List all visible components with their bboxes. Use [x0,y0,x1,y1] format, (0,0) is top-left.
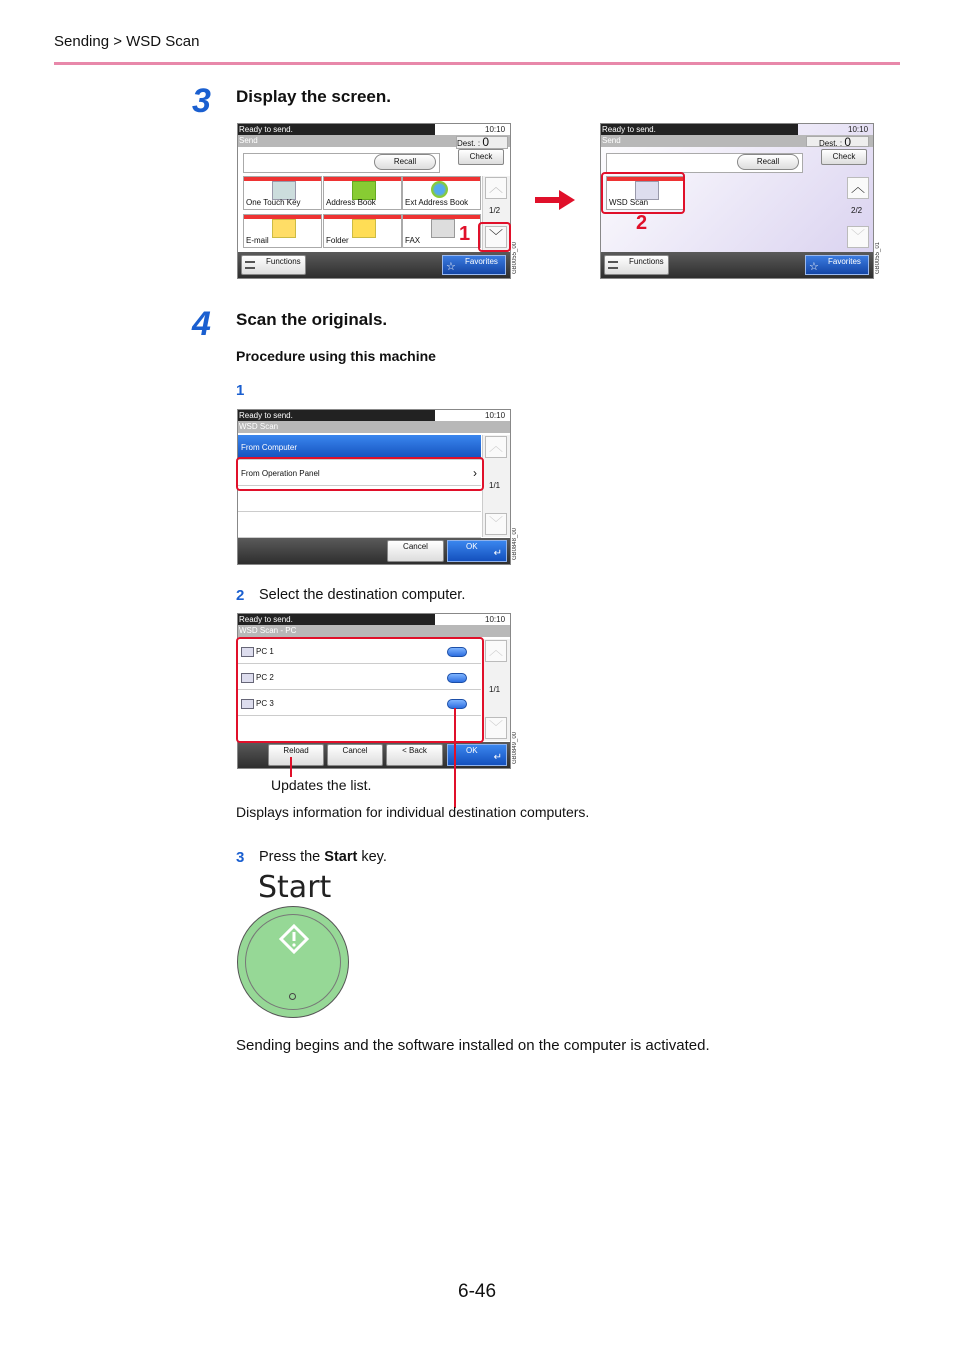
clock: 10:10 [485,615,506,624]
send-screen-page1 [237,123,511,279]
scroll-down-button[interactable]: ﹀ [485,513,507,535]
pc-row-3[interactable]: PC 3 [238,691,481,716]
pc-row-1[interactable]: PC 1 [238,639,481,664]
list-item-from-operation-panel[interactable]: From Operation Panel › [238,461,481,486]
page-scroller [482,435,511,537]
favorites-button[interactable]: ☆ Favorites [442,255,506,275]
leader-line-reload [290,757,292,777]
note-info: Displays information for individual destination computers. [236,804,590,820]
figure-code: GB0055_01 [875,242,881,275]
scroll-down-button[interactable]: ﹀ [847,226,869,248]
substep-number-3: 3 [236,849,245,866]
header-rule [54,62,900,65]
tile-one-touch-key[interactable]: One Touch Key [243,176,322,210]
ext-address-book-icon [431,181,448,198]
start-diamond-icon [279,924,309,954]
ok-button[interactable]: OK ↵ [447,540,507,562]
status-bar: Ready to send. [238,614,435,625]
tile-ext-address-book[interactable]: Ext Address Book [402,176,481,210]
chevron-right-icon: › [473,466,477,480]
scroll-down-button[interactable]: ﹀ [485,717,507,739]
email-icon [272,219,296,238]
check-button[interactable]: Check [458,149,504,165]
star-icon: ☆ [446,261,456,273]
step-number-3: 3 [192,82,211,120]
step-title-3: Display the screen. [236,87,391,106]
dest-label: Dest. : [819,139,843,148]
scroll-up-button[interactable]: ︿ [847,177,869,199]
star-icon: ☆ [809,261,819,273]
arrow-right-icon [535,190,575,210]
tile-fax[interactable]: FAX [402,214,481,248]
result-text: Sending begins and the software installed on the computer is activated. [236,1037,710,1054]
clock: 10:10 [485,411,506,420]
tile-address-book[interactable]: Address Book [323,176,402,210]
substep-text-2: Select the destination computer. [259,587,466,603]
figure-code: GB0055_00 [512,242,518,275]
screen-title: Send [601,135,873,147]
tile-wsd-scan[interactable]: WSD Scan [606,176,685,210]
scroll-down-button[interactable]: ﹀ [485,226,507,248]
screen-title: Send [238,135,510,147]
callout-box-operation-panel [236,457,484,491]
enter-icon: ↵ [493,752,502,763]
page-indicator: 1/2 [489,206,501,215]
callout-number-1: 1 [459,223,471,245]
reload-button[interactable]: Reload [268,744,324,766]
indicator-icon [289,993,296,1000]
favorites-button[interactable]: ☆ Favorites [805,255,869,275]
leader-line-info [454,708,456,808]
scroll-up-button[interactable]: ︿ [485,177,507,199]
check-button[interactable]: Check [821,149,867,165]
folder-icon [352,219,376,238]
scroll-up-button[interactable]: ︿ [485,640,507,662]
tile-email[interactable]: E-mail [243,214,322,248]
dest-count: 0 [844,135,852,149]
pc-row-2[interactable]: PC 2 [238,665,481,690]
page-indicator: 1/1 [489,685,501,694]
step-number-4: 4 [192,305,211,343]
callout-box-1 [478,222,511,252]
substep-text-3: Press the Start key. [259,849,387,865]
dest-counter [806,136,869,147]
dest-count: 0 [482,135,490,149]
page-indicator: 1/1 [489,481,501,490]
screen-title: WSD Scan [238,421,510,433]
status-bar: Ready to send. [601,124,798,135]
callout-box-2 [601,172,685,214]
page-number: 6-46 [458,1281,497,1302]
bottom-bar [238,538,510,564]
cancel-button[interactable]: Cancel [327,744,383,766]
start-key-label: Start [258,870,332,905]
screen-title: WSD Scan - PC [238,625,510,637]
callout-box-pc-list [236,637,484,743]
bottom-bar [238,742,510,768]
figure-code: GB0848_00 [512,528,518,561]
procedure-title: Procedure using this machine [236,348,436,364]
recall-button[interactable]: Recall [374,154,436,170]
callout-number-2: 2 [636,212,648,234]
dest-label: Dest. : [457,139,481,148]
figure-code: GB0849_00 [512,732,518,765]
scroll-up-button[interactable]: ︿ [485,436,507,458]
start-key[interactable] [237,906,349,1018]
enter-icon: ↵ [493,548,502,559]
substep-number-2: 2 [236,587,245,604]
recall-button[interactable]: Recall [737,154,799,170]
page-scroller [845,176,873,251]
functions-button[interactable]: Functions [241,255,306,275]
step-title-4: Scan the originals. [236,310,388,329]
breadcrumb: Sending > WSD Scan [54,33,200,50]
fax-icon [431,219,455,238]
list-item-empty [238,513,481,538]
cancel-button[interactable]: Cancel [387,540,444,562]
status-bar: Ready to send. [238,124,435,135]
list-item-from-computer[interactable]: From Computer [238,435,481,460]
clock: 10:10 [485,125,506,134]
page-scroller [482,639,511,741]
page-indicator: 2/2 [851,206,863,215]
clock: 10:10 [848,125,869,134]
back-button[interactable]: < Back [386,744,443,766]
note-reload: Updates the list. [271,777,372,793]
bottom-bar [601,252,873,278]
menu-icon [245,261,255,269]
functions-button[interactable]: Functions [604,255,669,275]
ok-button[interactable]: OK ↵ [447,744,507,766]
substep-number-1: 1 [236,382,245,399]
bottom-bar [238,252,510,278]
tile-folder[interactable]: Folder [323,214,402,248]
menu-icon [608,261,618,269]
dest-counter [456,136,508,149]
status-bar: Ready to send. [238,410,435,421]
